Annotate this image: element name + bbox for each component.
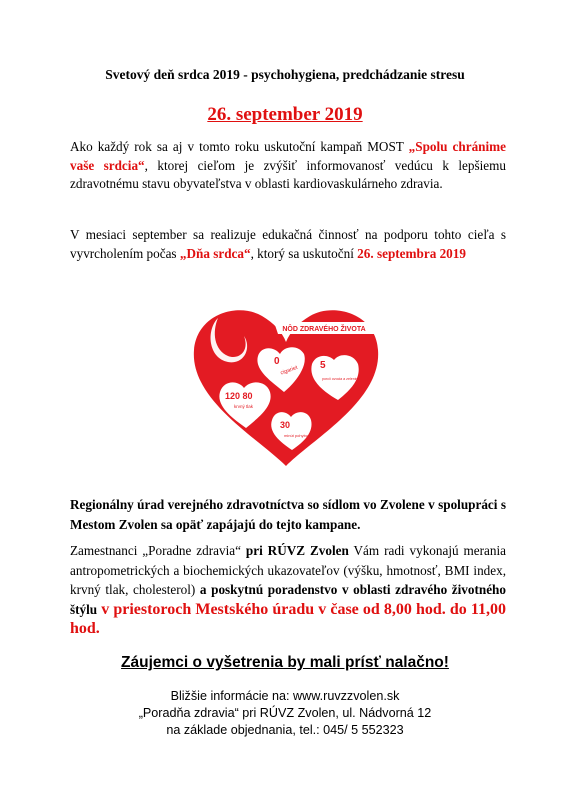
heart1-value: 0 [274, 356, 280, 367]
p1-text-c: , ktorej cieľom je zvýšiť informovanosť vedúcu k lepšiemu zdravotnému stavu obyvateľstva v oblasti kardiovaskulárneho zdravia. [70, 157, 506, 191]
heart4-label: minút pohybu [284, 433, 309, 438]
document-title: Svetový deň srdca 2019 - psychohygiena, predchádzanie stresu [105, 67, 465, 82]
p4-text-b: pri RÚVZ Zvolen [245, 543, 349, 558]
heart3-value: 120 80 [225, 391, 253, 401]
paragraph-heart-day [70, 226, 506, 263]
heart4-value: 30 [280, 420, 291, 430]
p4-text-c: Vám radi vykonajú merania antropometrických a biochemických ukazovateľov (výšku, hmotnosť, BMI index, krvný tlak, cholesterol) [70, 543, 506, 597]
heart3-label: krvný tlak [234, 404, 254, 409]
band-text: NÔD ZDRAVÉHO ŽIVOTA [282, 326, 366, 333]
campaign-name: „Spolu chránime vaše srdcia“ [70, 139, 507, 173]
fasting-notice: Záujemci o vyšetrenia by mali prísť nalačno! [121, 654, 449, 671]
contact-line-3: na základe objednania, tel.: 045/ 5 552323 [166, 723, 404, 737]
contact-line-1: Bližšie informácie na: www.ruvzzvolen.sk [170, 689, 400, 703]
p2-text-c: , ktorý sa uskutoční [250, 245, 358, 261]
heart2-value: 5 [320, 360, 326, 371]
heart-logo [188, 300, 384, 468]
heart2-label: porcií ovocia a zeleniny [322, 377, 360, 381]
paragraph-regional-office: Regionálny úrad verejného zdravotníctva so sídlom vo Zvolene v spolupráci s Mestom Zvolen sa opäť zapájajú do tejto kampane. [70, 497, 506, 532]
heart-day-date: 26. septembra 2019 [357, 245, 466, 261]
p4-text-a: Zamestnanci „Poradne zdravia“ [70, 543, 246, 558]
event-date: 26. september 2019 [207, 104, 363, 125]
paragraph-services [70, 541, 506, 639]
contact-info [60, 688, 510, 739]
p2-text-a: V mesiaci september sa realizuje edukačná činnosť na podporu tohto cieľa s vyvrcholením počas [70, 227, 506, 261]
heart1-label: cigariet [279, 364, 299, 377]
heart-day-name: „Dňa srdca“ [179, 245, 251, 261]
p4-text-d: a poskytnú poradenstvo v oblasti zdravého životného štýlu [70, 582, 506, 617]
heart-logo-graphic [188, 300, 384, 468]
paragraph-campaign [70, 138, 506, 194]
p1-text-a: Ako každý rok sa aj v tomto roku uskutoční kampaň MOST [70, 139, 409, 154]
contact-line-2: „Poradňa zdravia“ pri RÚVZ Zvolen, ul. Nádvorná 12 [138, 706, 432, 720]
location-time: v priestoroch Mestského úradu v čase od 8,00 hod. do 11,00 hod. [70, 600, 506, 637]
